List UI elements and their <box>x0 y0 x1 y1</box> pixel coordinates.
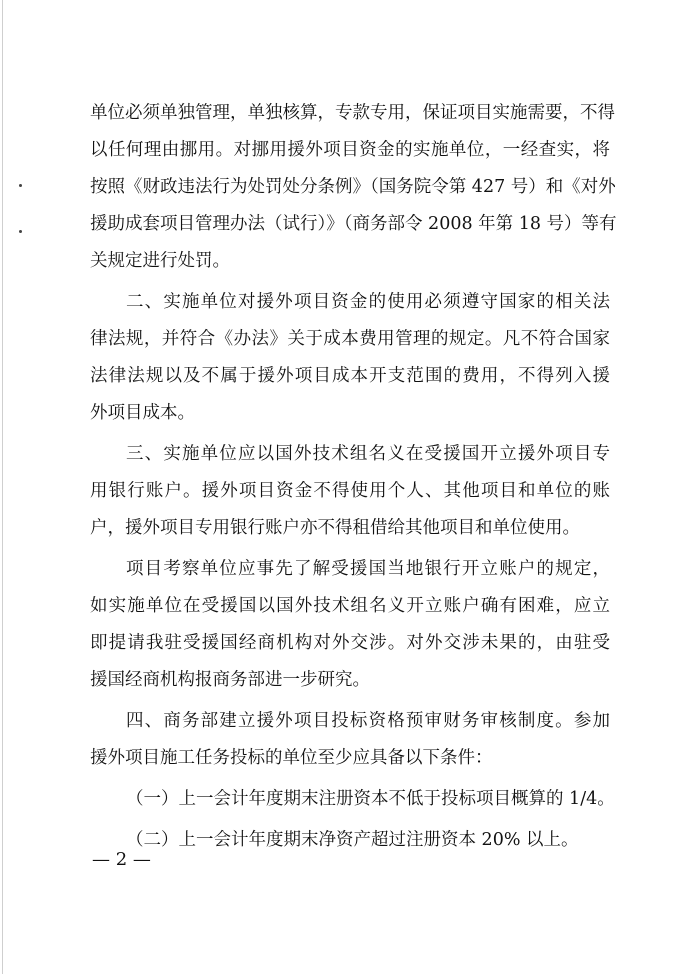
text-line: 外项目成本。 <box>90 403 195 423</box>
scan-mark <box>19 184 22 187</box>
text-line: 律法规，并符合《办法》关于成本费用管理的规定。凡不符合国家 <box>90 329 610 349</box>
paragraph <box>90 781 615 818</box>
paragraph <box>90 703 610 777</box>
paragraph <box>90 95 617 280</box>
text-line: （一）上一会计年度期末注册资本不低于投标项目概算的 1/4。 <box>126 789 615 809</box>
text-line: 以任何理由挪用。对挪用援外项目资金的实施单位，一经查实，将 <box>90 140 610 160</box>
text-line: （二）上一会计年度期末净资产超过注册资本 20% 以上。 <box>126 830 579 850</box>
document-body <box>90 95 617 859</box>
paragraph <box>90 822 610 859</box>
paragraph <box>90 284 610 432</box>
text-line: 项目考察单位应事先了解受援国当地银行开立账户的规定， <box>126 559 610 579</box>
text-line: 援外项目施工任务投标的单位至少应具备以下条件： <box>90 748 493 768</box>
text-line: 二、实施单位对援外项目资金的使用必须遵守国家的相关法 <box>126 292 610 312</box>
text-line: 援国经商机构报商务部进一步研究。 <box>90 670 370 690</box>
text-line: 三、实施单位应以国外技术组名义在受援国开立援外项目专 <box>126 444 610 464</box>
text-line: 法律法规以及不属于援外项目成本开支范围的费用，不得列入援 <box>90 366 610 386</box>
text-line: 关规定进行处罚。 <box>90 251 230 271</box>
page-number: — 2 — <box>92 849 151 870</box>
paragraph <box>90 551 610 699</box>
text-line: 四、商务部建立援外项目投标资格预审财务审核制度。参加 <box>126 711 610 731</box>
text-line: 如实施单位在受援国以国外技术组名义开立账户确有困难，应立 <box>90 596 610 616</box>
paragraph <box>90 436 610 547</box>
scan-mark <box>19 230 22 233</box>
text-line: 援助成套项目管理办法（试行）》（商务部令 2008 年第 18 号）等有 <box>90 214 617 234</box>
text-line: 按照《财政违法行为处罚处分条例》（国务院令第 427 号）和《对外 <box>90 177 616 197</box>
text-line: 即提请我驻受援国经商机构对外交涉。对外交涉未果的，由驻受 <box>90 633 610 653</box>
text-line: 用银行账户。援外项目资金不得使用个人、其他项目和单位的账 <box>90 481 610 501</box>
text-line: 单位必须单独管理，单独核算，专款专用，保证项目实施需要，不得 <box>90 103 615 123</box>
text-line: 户，援外项目专用银行账户亦不得租借给其他项目和单位使用。 <box>90 518 580 538</box>
page-edge-line <box>2 0 3 974</box>
